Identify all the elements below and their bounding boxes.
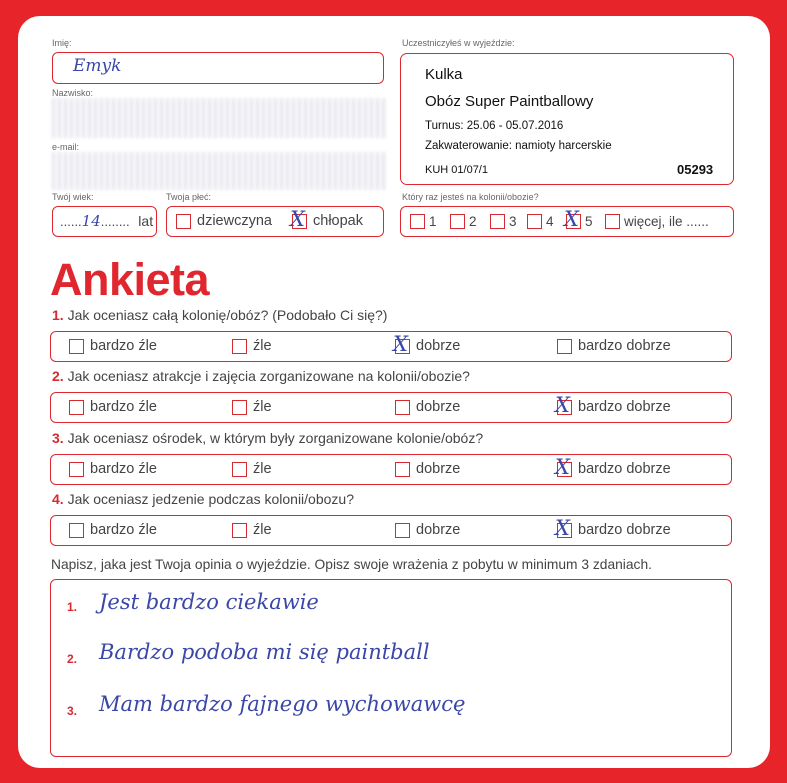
checkbox[interactable]: [232, 462, 247, 477]
opinion-line-number: 2.: [67, 652, 78, 666]
checkbox[interactable]: [395, 523, 410, 538]
rating-option[interactable]: [395, 522, 460, 538]
checkbox-checked[interactable]: X: [292, 214, 307, 229]
surname-label: Nazwisko:: [52, 88, 94, 98]
rating-option[interactable]: [393, 331, 461, 356]
name-label: Imię:: [52, 38, 72, 48]
opinion-prompt: Napisz, jaka jest Twoja opinia o wyjeździe. Opisz swoje wrażenia z pobytu w minimum 3 zdaniach.: [51, 557, 652, 572]
opinion-line-1: Jest bardzo ciekawie: [99, 590, 319, 614]
checkbox[interactable]: [232, 339, 247, 354]
opinion-line-2: Bardzo podoba mi się paintball: [99, 640, 430, 664]
rating-option-label: bardzo dobrze: [578, 522, 671, 539]
rating-option[interactable]: [232, 338, 272, 354]
age-label: Twój wiek:: [52, 192, 94, 202]
opinion-line-3: Mam bardzo fajnego wychowawcę: [99, 692, 466, 716]
gender-option-boy[interactable]: X chłopak: [290, 206, 363, 231]
rating-option-label: bardzo dobrze: [578, 399, 671, 416]
surname-redacted: [52, 98, 388, 138]
rating-option[interactable]: [555, 392, 671, 417]
times-option-5[interactable]: X 5: [564, 206, 593, 231]
page-title: Ankieta: [50, 254, 210, 305]
rating-option[interactable]: [395, 399, 460, 415]
question-2: [52, 368, 470, 384]
rating-row-1: [50, 331, 732, 362]
times-option-4[interactable]: 4: [527, 213, 554, 229]
checkbox[interactable]: [69, 523, 84, 538]
rating-option-label: bardzo źle: [90, 399, 157, 416]
rating-option-label: bardzo dobrze: [578, 461, 671, 478]
survey-form: [18, 16, 770, 768]
rating-option-label: bardzo źle: [90, 522, 157, 539]
times-option-1[interactable]: 1: [410, 213, 437, 229]
rating-option-label: źle: [253, 461, 272, 478]
rating-option[interactable]: [232, 522, 272, 538]
age-unit: lat: [138, 213, 154, 229]
age-dots-left: ......: [60, 214, 82, 229]
trip-title: Obóz Super Paintballowy: [425, 93, 594, 110]
gender-option-girl[interactable]: dziewczyna: [176, 213, 272, 229]
question-3: [52, 430, 483, 446]
question-4: [52, 491, 354, 507]
rating-option-label: źle: [253, 338, 272, 355]
times-field: [400, 206, 734, 237]
rating-row-2: [50, 392, 732, 423]
opinion-line-number: 1.: [67, 600, 78, 614]
trip-info-box: [400, 53, 734, 185]
rating-option-label: bardzo dobrze: [578, 338, 671, 355]
gender-field: [166, 206, 384, 237]
email-label: e-mail:: [52, 142, 80, 152]
rating-option[interactable]: [69, 399, 157, 415]
rating-option[interactable]: [69, 338, 157, 354]
rating-option-label: dobrze: [416, 522, 461, 539]
question-text: Jak oceniasz całą kolonię/obóz? (Podobało Ci się?): [67, 307, 388, 323]
rating-option[interactable]: [69, 522, 157, 538]
trip-accommodation: Zakwaterowanie: namioty harcerskie: [425, 140, 612, 152]
checkbox-checked[interactable]: X: [395, 339, 410, 354]
rating-option[interactable]: [232, 461, 272, 477]
checkbox-checked[interactable]: X: [557, 523, 572, 538]
rating-option[interactable]: [232, 399, 272, 415]
question-number: 2.: [52, 368, 64, 384]
question-number: 1.: [52, 307, 64, 323]
rating-row-4: [50, 515, 732, 546]
trip-name: Kulka: [425, 66, 463, 83]
question-text: Jak oceniasz atrakcje i zajęcia zorganizowane na kolonii/obozie?: [67, 368, 470, 384]
question-1: [52, 307, 387, 323]
rating-option-label: źle: [253, 522, 272, 539]
question-text: Jak oceniasz jedzenie podczas kolonii/obozu?: [67, 491, 354, 507]
checkbox[interactable]: [395, 400, 410, 415]
rating-option[interactable]: [557, 338, 671, 354]
checkbox[interactable]: [176, 214, 191, 229]
gender-label: Twoja płeć:: [166, 192, 212, 202]
rating-option-label: dobrze: [416, 399, 461, 416]
question-number: 4.: [52, 491, 64, 507]
participant-label: Uczestniczyłeś w wyjeździe:: [402, 38, 515, 48]
rating-option-label: bardzo źle: [90, 461, 157, 478]
rating-option-label: źle: [253, 399, 272, 416]
rating-option[interactable]: [69, 461, 157, 477]
question-text: Jak oceniasz ośrodek, w którym były zorganizowane kolonie/obóz?: [67, 430, 484, 446]
times-option-more[interactable]: więcej, ile ......: [605, 213, 709, 229]
age-value: 14: [81, 212, 101, 230]
trip-turnus: Turnus: 25.06 - 05.07.2016: [425, 120, 564, 132]
opinion-line-number: 3.: [67, 704, 78, 718]
checkbox[interactable]: [232, 523, 247, 538]
times-option-3[interactable]: 3: [490, 213, 517, 229]
question-number: 3.: [52, 430, 64, 446]
name-field[interactable]: [52, 52, 384, 84]
checkbox[interactable]: [395, 462, 410, 477]
email-redacted: [52, 152, 388, 190]
checkbox[interactable]: [69, 339, 84, 354]
age-field[interactable]: [52, 206, 157, 237]
checkbox[interactable]: [69, 400, 84, 415]
checkbox[interactable]: [232, 400, 247, 415]
rating-option-label: dobrze: [416, 461, 461, 478]
rating-option[interactable]: [555, 515, 671, 540]
trip-number: 05293: [677, 162, 714, 177]
rating-option-label: bardzo źle: [90, 338, 157, 355]
rating-option[interactable]: [555, 454, 671, 479]
rating-option-label: dobrze: [416, 338, 461, 355]
times-option-2[interactable]: 2: [450, 213, 477, 229]
rating-row-3: [50, 454, 732, 485]
checkbox-checked[interactable]: X: [557, 462, 572, 477]
opinion-field[interactable]: [50, 579, 732, 757]
rating-option[interactable]: [395, 461, 460, 477]
trip-code: KUH 01/07/1: [425, 164, 488, 176]
checkbox[interactable]: [557, 339, 572, 354]
name-value: Emyk: [73, 56, 122, 76]
checkbox[interactable]: [69, 462, 84, 477]
times-label: Który raz jesteś na kolonii/obozie?: [402, 192, 539, 202]
checkbox-checked[interactable]: X: [557, 400, 572, 415]
age-dots-right: ........: [100, 214, 130, 229]
